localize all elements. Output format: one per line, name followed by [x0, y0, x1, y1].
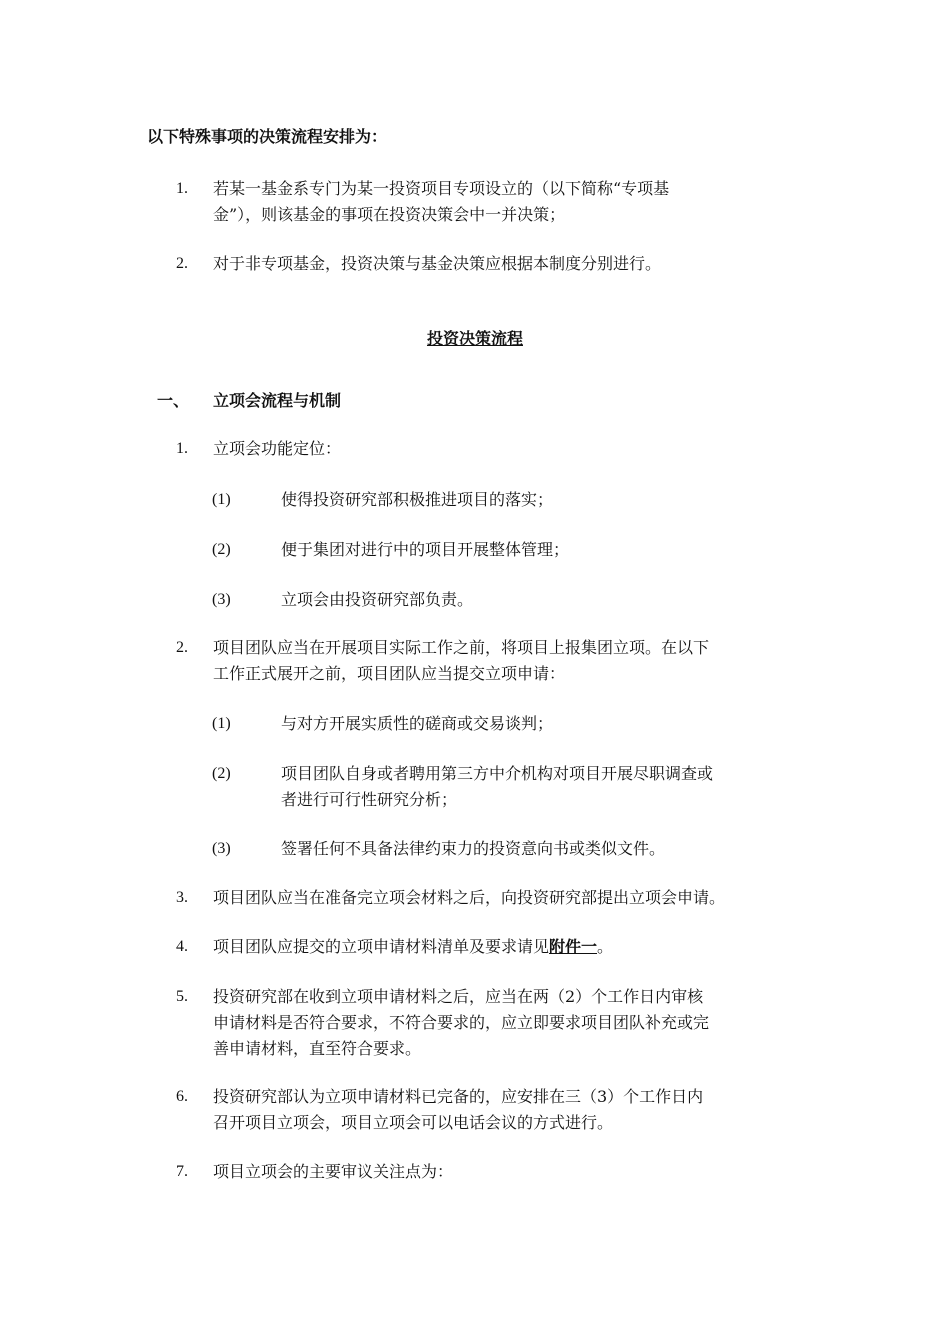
- list-number: 5.: [176, 988, 188, 1005]
- list-number: 7.: [176, 1163, 188, 1180]
- sub-list-number: (2): [212, 765, 231, 782]
- list-number: 1.: [176, 440, 188, 457]
- sub-list-text: 立项会由投资研究部负责。: [281, 590, 474, 609]
- sub-list-text: 项目团队自身或者聘用第三方中介机构对项目开展尽职调查或: [281, 764, 714, 783]
- sub-list-text: 使得投资研究部积极推进项目的落实；: [281, 490, 554, 509]
- list-number: 2.: [176, 639, 188, 656]
- list-text-line: 工作正式展开之前，项目团队应当提交立项申请：: [213, 664, 566, 683]
- sub-list-number: (1): [212, 715, 231, 732]
- list-text-main: 项目团队应提交的立项申请材料清单及要求请见: [213, 937, 550, 956]
- list-text-line: 项目团队应当在开展项目实际工作之前，将项目上报集团立项。在以下: [213, 638, 710, 657]
- heading-number: 一、: [157, 391, 190, 410]
- list-text-line: 项目立项会的主要审议关注点为：: [213, 1162, 454, 1181]
- intro-text: 以下特殊事项的决策流程安排为：: [147, 127, 388, 146]
- list-number: 3.: [176, 889, 188, 906]
- list-text-line: 申请材料是否符合要求，不符合要求的，应立即要求项目团队补充或完: [213, 1013, 710, 1032]
- list-text-line: 金”），则该基金的事项在投资决策会中一并决策；: [213, 205, 566, 224]
- sub-list-text: 签署任何不具备法律约束力的投资意向书或类似文件。: [281, 839, 666, 858]
- list-text-line: [213, 934, 613, 960]
- list-number: 6.: [176, 1088, 188, 1105]
- list-text-line: 投资研究部在收到立项申请材料之后，应当在两（2）个工作日内审核: [213, 987, 704, 1006]
- sub-list-number: (2): [212, 541, 231, 558]
- list-text-line: 项目团队应当在准备完立项会材料之后，向投资研究部提出立项会申请。: [213, 888, 726, 907]
- sub-list-number: (3): [212, 840, 231, 857]
- appendix-link[interactable]: 附件一: [549, 937, 598, 956]
- list-number: 4.: [176, 938, 188, 955]
- sub-list-number: (3): [212, 591, 231, 608]
- sub-list-text: 便于集团对进行中的项目开展整体管理；: [281, 540, 570, 559]
- sub-list-text: 与对方开展实质性的磋商或交易谈判；: [281, 714, 554, 733]
- list-text-line: 立项会功能定位：: [213, 439, 342, 458]
- list-text-line: 若某一基金系专门为某一投资项目专项设立的（以下简称“专项基: [213, 179, 670, 198]
- sub-list-text: 者进行可行性研究分析；: [281, 790, 458, 809]
- list-text-tail: 。: [597, 937, 614, 956]
- list-number: 2.: [176, 255, 188, 272]
- list-text-line: 投资研究部认为立项申请材料已完备的，应安排在三（3）个工作日内: [213, 1087, 704, 1106]
- sub-list-number: (1): [212, 491, 231, 508]
- section-title: 投资决策流程: [426, 329, 523, 348]
- list-text-line: 对于非专项基金，投资决策与基金决策应根据本制度分别进行。: [213, 254, 662, 273]
- heading-text: 立项会流程与机制: [213, 391, 342, 410]
- list-number: 1.: [176, 180, 188, 197]
- list-text-line: 善申请材料，直至符合要求。: [213, 1039, 422, 1058]
- list-text-line: 召开项目立项会，项目立项会可以电话会议的方式进行。: [213, 1113, 614, 1132]
